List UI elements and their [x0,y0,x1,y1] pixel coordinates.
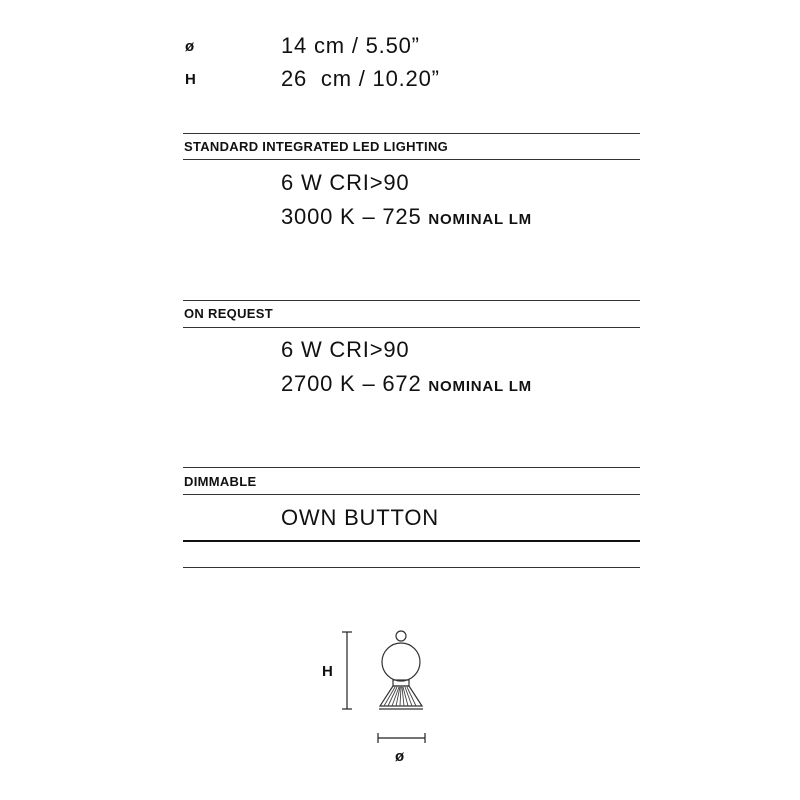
on-request-power: 6 W CRI>90 [281,337,410,362]
divider [183,467,640,468]
on-request-output-value: 2700 K – 672 [281,371,422,396]
on-request-output [281,371,532,397]
divider [183,327,640,328]
height-label: H [185,71,196,88]
standard-header: STANDARD INTEGRATED LED LIGHTING [184,139,449,154]
diameter-dimension-line [378,733,425,743]
divider [183,133,640,134]
dimmable-value: OWN BUTTON [281,505,439,530]
height-dimension-line [342,632,352,709]
divider [183,540,640,542]
standard-power: 6 W CRI>90 [281,170,410,195]
lamp-hanging-ring [396,631,406,641]
drawing-diameter-label: ø [395,748,405,765]
lamp-drawing [300,620,460,770]
divider [183,494,640,495]
on-request-output-unit: NOMINAL LM [428,378,532,395]
divider [183,159,640,160]
divider [183,567,640,568]
height-value: 26 cm / 10.20” [281,66,440,91]
lamp-sphere [382,643,420,681]
diameter-label: ø [185,38,195,55]
drawing-height-label: H [322,663,333,680]
standard-output-value: 3000 K – 725 [281,204,422,229]
standard-output [281,204,532,230]
divider [183,300,640,301]
standard-output-unit: NOMINAL LM [428,211,532,228]
on-request-header: ON REQUEST [184,306,273,321]
dimmable-header: DIMMABLE [184,474,257,489]
diameter-value: 14 cm / 5.50” [281,33,420,58]
